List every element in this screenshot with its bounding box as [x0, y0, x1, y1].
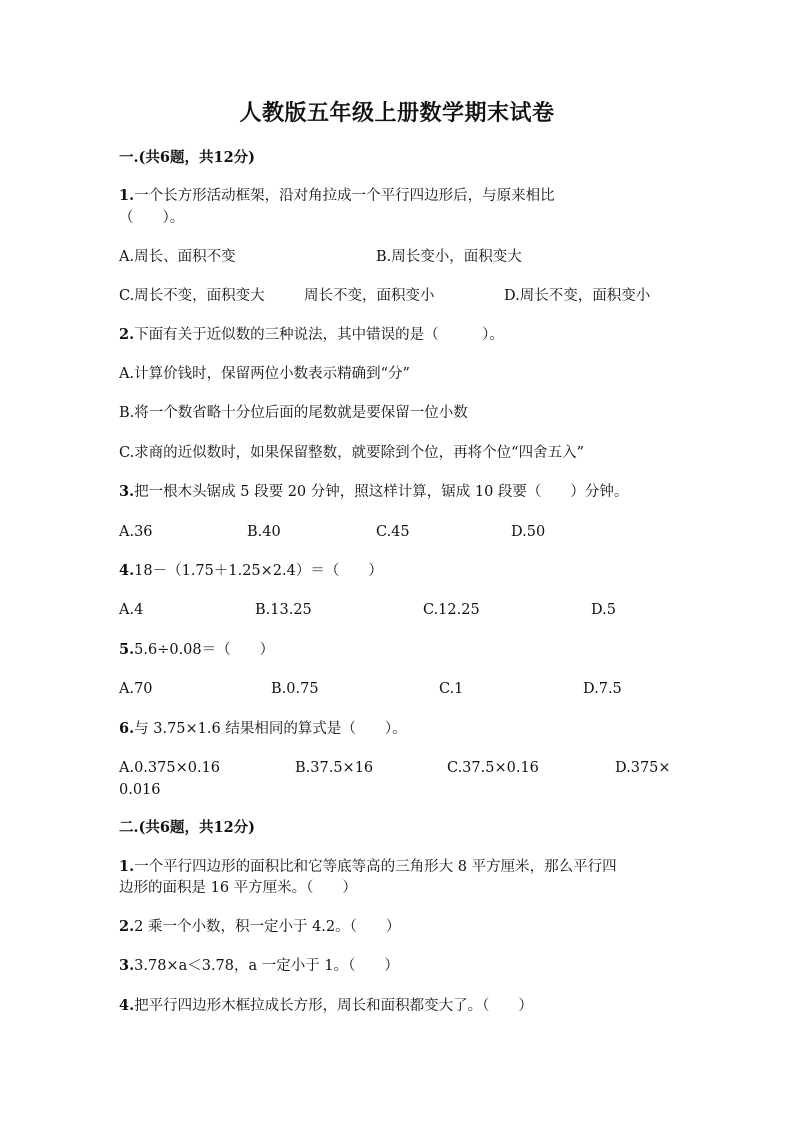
question-2-1: [119, 857, 617, 877]
question-1-3: [119, 482, 628, 502]
q1-1-option-a: A.周长、面积不变: [119, 249, 236, 265]
question-text: 2 乘一个小数，积一定小于 4.2。（ ）: [134, 919, 401, 935]
question-text: 18－（1.75＋1.25×2.4）＝（ ）: [134, 563, 383, 579]
question-number: 3.: [119, 483, 135, 500]
question-number: 3.: [119, 957, 135, 974]
q1-3-option-a: A.36: [119, 524, 153, 540]
question-1-6: [119, 719, 407, 739]
question-text: 一个平行四边形的面积比和它等底等高的三角形大 8 平方厘米，那么平行四: [134, 859, 617, 875]
q1-1-option-c-extra: 周长不变，面积变小: [304, 288, 435, 304]
question-number: 6.: [119, 720, 135, 737]
q1-2-option-b: B.将一个数省略十分位后面的尾数就是要保留一位小数: [119, 405, 468, 421]
q1-2-option-c: C.求商的近似数时，如果保留整数，就要除到个位，再将个位“四舍五入”: [119, 445, 585, 461]
q1-6-option-b: B.37.5×16: [295, 760, 374, 776]
question-text: 把一根木头锯成 5 段要 20 分钟，照这样计算，锯成 10 段要（ ）分钟。: [134, 484, 629, 500]
question-text: 与 3.75×1.6 结果相同的算式是（ ）。: [134, 721, 407, 737]
question-1-1: [119, 186, 555, 206]
section-2-heading: 二.(共6题，共12分): [119, 819, 256, 836]
question-1-2: [119, 325, 504, 345]
q1-3-option-c: C.45: [376, 524, 410, 540]
section-1-heading: 一.(共6题，共12分): [119, 149, 256, 166]
question-1-4: [119, 561, 383, 581]
question-number: 1.: [119, 187, 135, 204]
q1-6-option-d-cont: 0.016: [119, 782, 161, 798]
q1-3-option-d: D.50: [511, 524, 546, 540]
question-1-5: [119, 640, 274, 660]
q1-3-option-b: B.40: [247, 524, 281, 540]
question-number: 2.: [119, 918, 135, 935]
question-2-2: [119, 917, 400, 937]
q1-4-option-c: C.12.25: [423, 602, 480, 618]
q1-5-option-b: B.0.75: [271, 681, 319, 697]
page-title: 人教版五年级上册数学期末试卷: [239, 100, 555, 126]
question-text: 一个长方形活动框架，沿对角拉成一个平行四边形后，与原来相比: [134, 188, 555, 204]
q1-1-option-c: C.周长不变，面积变大: [119, 288, 265, 304]
q1-1-option-b: B.周长变小，面积变大: [376, 249, 522, 265]
q1-1-option-d: D.周长不变，面积变小: [504, 288, 651, 304]
q1-4-option-d: D.5: [591, 602, 616, 618]
q1-2-option-a: A.计算价钱时，保留两位小数表示精确到“分”: [119, 366, 410, 382]
question-number: 5.: [119, 641, 135, 658]
q1-5-option-d: D.7.5: [583, 681, 622, 697]
question-text: 下面有关于近似数的三种说法，其中错误的是（ ）。: [134, 327, 504, 343]
question-2-1-cont: 边形的面积是 16 平方厘米。（ ）: [119, 880, 357, 896]
question-number: 2.: [119, 326, 135, 343]
question-2-4: [119, 996, 533, 1016]
q1-5-option-a: A.70: [119, 681, 153, 697]
q1-6-option-d: D.375×: [615, 760, 671, 776]
q1-4-option-a: A.4: [119, 602, 144, 618]
question-number: 4.: [119, 997, 135, 1014]
question-text: 3.78×a＜3.78，a 一定小于 1。（ ）: [134, 958, 399, 974]
question-text: 5.6÷0.08＝（ ）: [134, 642, 275, 658]
q1-5-option-c: C.1: [439, 681, 464, 697]
q1-6-option-a: A.0.375×0.16: [119, 760, 221, 776]
question-number: 4.: [119, 562, 135, 579]
question-number: 1.: [119, 858, 135, 875]
question-1-1-cont: （ ）。: [119, 210, 185, 226]
q1-6-option-c: C.37.5×0.16: [447, 760, 539, 776]
q1-4-option-b: B.13.25: [255, 602, 312, 618]
question-2-3: [119, 956, 399, 976]
question-text: 把平行四边形木框拉成长方形，周长和面积都变大了。（ ）: [134, 998, 533, 1014]
